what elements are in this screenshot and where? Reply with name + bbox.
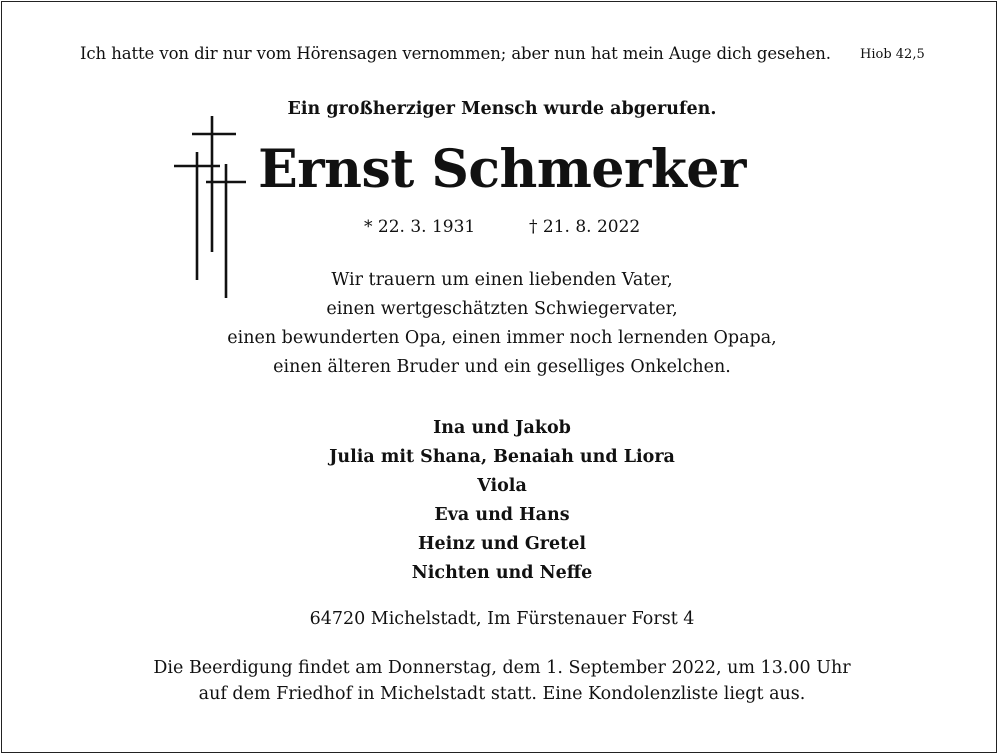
- family-member: Heinz und Gretel: [417, 534, 586, 554]
- birth-date: * 22. 3. 1931: [364, 217, 476, 237]
- bible-verse: [2, 44, 1000, 68]
- funeral-info: [2, 655, 1000, 707]
- mourning-line: einen bewunderten Opa, einen immer noch lernenden Opapa,: [227, 328, 777, 348]
- family-member: Julia mit Shana, Benaiah und Liora: [329, 447, 675, 467]
- family-member: Nichten und Neffe: [411, 563, 593, 583]
- funeral-line: auf dem Friedhof in Michelstadt statt. Eine Kondolenzliste liegt aus.: [198, 684, 806, 704]
- mourning-line: einen wertgeschätzten Schwiegervater,: [326, 299, 678, 319]
- family-member: Ina und Jakob: [433, 418, 571, 438]
- mourning-line: einen älteren Bruder und ein geselliges Onkelchen.: [273, 357, 731, 377]
- mourning-line: Wir trauern um einen liebenden Vater,: [331, 270, 673, 290]
- funeral-line: Die Beerdigung findet am Donnerstag, dem 1. September 2022, um 13.00 Uhr: [153, 658, 851, 678]
- verse-reference: Hiob 42,5: [860, 47, 925, 62]
- family-member: Viola: [477, 476, 527, 496]
- death-date: † 21. 8. 2022: [529, 217, 641, 237]
- verse-text: Ich hatte von dir nur vom Hörensagen vernommen; aber nun hat mein Auge dich gesehen.: [80, 44, 831, 63]
- family-list: [2, 414, 1000, 588]
- headline: Ein großherziger Mensch wurde abgerufen.: [287, 99, 717, 119]
- mourning-text: [2, 266, 1000, 382]
- address: 64720 Michelstadt, Im Fürstenauer Forst 4: [309, 609, 695, 629]
- notice-frame: [1, 1, 997, 753]
- family-member: Eva und Hans: [434, 505, 570, 525]
- deceased-name: Ernst Schmerker: [258, 139, 746, 200]
- life-dates: [2, 217, 1000, 241]
